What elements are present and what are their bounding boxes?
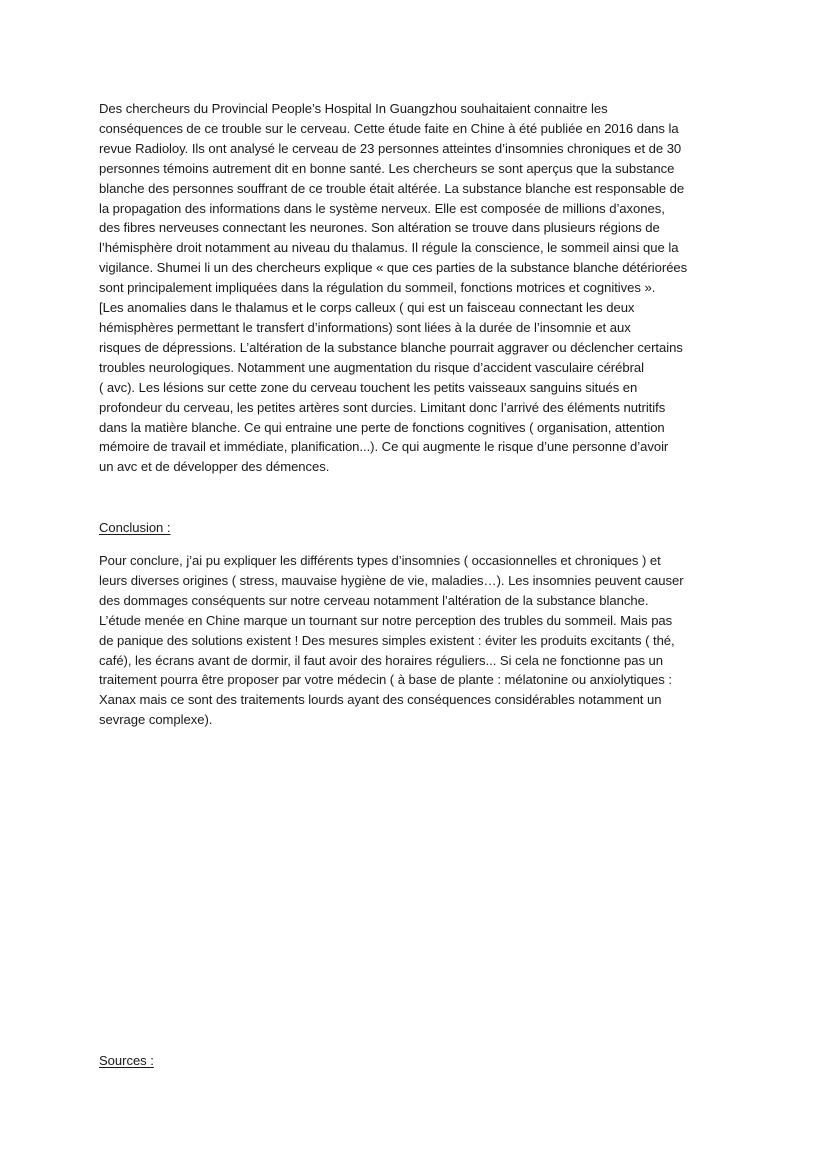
conclusion-heading: Conclusion : (99, 520, 171, 535)
paragraph-line: dans la matière blanche. Ce qui entraine une perte de fonctions cognitives ( organisation, attention (99, 419, 665, 435)
sources-section (99, 1051, 759, 1071)
conclusion-section (99, 518, 759, 538)
paragraph-line: l’hémisphère droit notamment au niveau du thalamus. Il régule la conscience, le sommeil ainsi que la (99, 240, 679, 256)
paragraph-line: des fibres nerveuses connectant les neurones. Son altération se trouve dans plusieurs régions de (99, 220, 660, 236)
paragraph-line: vigilance. Shumei li un des chercheurs explique « que ces parties de la substance blanche détériorées (99, 260, 688, 276)
paragraph-line: L’étude menée en Chine marque un tournant sur notre perception des trubles du sommeil. Mais pas (99, 612, 673, 628)
paragraph-line: sont principalement impliquées dans la régulation du sommeil, fonctions motrices et cognitives ». (99, 280, 656, 296)
conclusion-paragraph (99, 551, 759, 730)
paragraph-line: café), les écrans avant de dormir, il faut avoir des horaires réguliers... Si cela ne fonctionne pas un (99, 652, 664, 668)
paragraph-line: personnes témoins autrement dit en bonne santé. Les chercheurs se sont aperçus que la substance (99, 160, 675, 176)
paragraph-line: hémisphères permettant le transfert d’informations) sont liées à la durée de l’insomnie et aux (99, 319, 631, 335)
paragraph-line: mémoire de travail et immédiate, planification...). Ce qui augmente le risque d’une personne d’avoir (99, 439, 669, 455)
paragraph-line: blanche des personnes souffrant de ce trouble était altérée. La substance blanche est responsable de (99, 180, 685, 196)
sources-heading: Sources : (99, 1053, 154, 1068)
paragraph-line: Des chercheurs du Provincial People’s Hospital In Guangzhou souhaitaient connaitre les (99, 101, 608, 116)
paragraph-line: leurs diverses origines ( stress, mauvaise hygiène de vie, maladies…). Les insomnies peuvent causer (99, 572, 684, 588)
paragraph-line: de panique des solutions existent ! Des mesures simples existent : éviter les produits excitants ( thé, (99, 632, 675, 648)
paragraph-line: traitement pourra être proposer par votre médecin ( à base de plante : mélatonine ou anxiolytiques : (99, 672, 672, 688)
paragraph-line: conséquences de ce trouble sur le cerveau. Cette étude faite en Chine à été publiée en 2016 dans la (99, 120, 679, 136)
paragraph-line: revue Radioloy. Ils ont analysé le cerveau de 23 personnes atteintes d’insomnies chroniques et de 30 (99, 140, 682, 156)
paragraph-line: la propagation des informations dans le système nerveux. Elle est composée de millions d’axones, (99, 200, 665, 216)
paragraph-line: profondeur du cerveau, les petites artères sont durcies. Limitant donc l’arrivé des éléments nutritifs (99, 399, 666, 415)
paragraph-line: des dommages conséquents sur notre cerveau notamment l’altération de la substance blanche. (99, 592, 649, 608)
paragraph-line: Xanax mais ce sont des traitements lourds ayant des conséquences considérables notamment un (99, 692, 662, 708)
paragraph-line: un avc et de développer des démences. (99, 459, 330, 475)
main-paragraph (99, 99, 759, 477)
paragraph-line: Pour conclure, j’ai pu expliquer les différents types d’insomnies ( occasionnelles et chroniques ) et (99, 553, 661, 568)
paragraph-line: risques de dépressions. L’altération de la substance blanche pourrait aggraver ou déclencher certains (99, 339, 683, 355)
paragraph-line: troubles neurologiques. Notamment une augmentation du risque d’accident vasculaire cérébral (99, 359, 644, 375)
paragraph-line: [Les anomalies dans le thalamus et le corps calleux ( qui est un faisceau connectant les deux (99, 300, 635, 316)
paragraph-line: ( avc). Les lésions sur cette zone du cerveau touchent les petits vaisseaux sanguins situés en (99, 379, 638, 395)
paragraph-line: sevrage complexe). (99, 712, 213, 728)
